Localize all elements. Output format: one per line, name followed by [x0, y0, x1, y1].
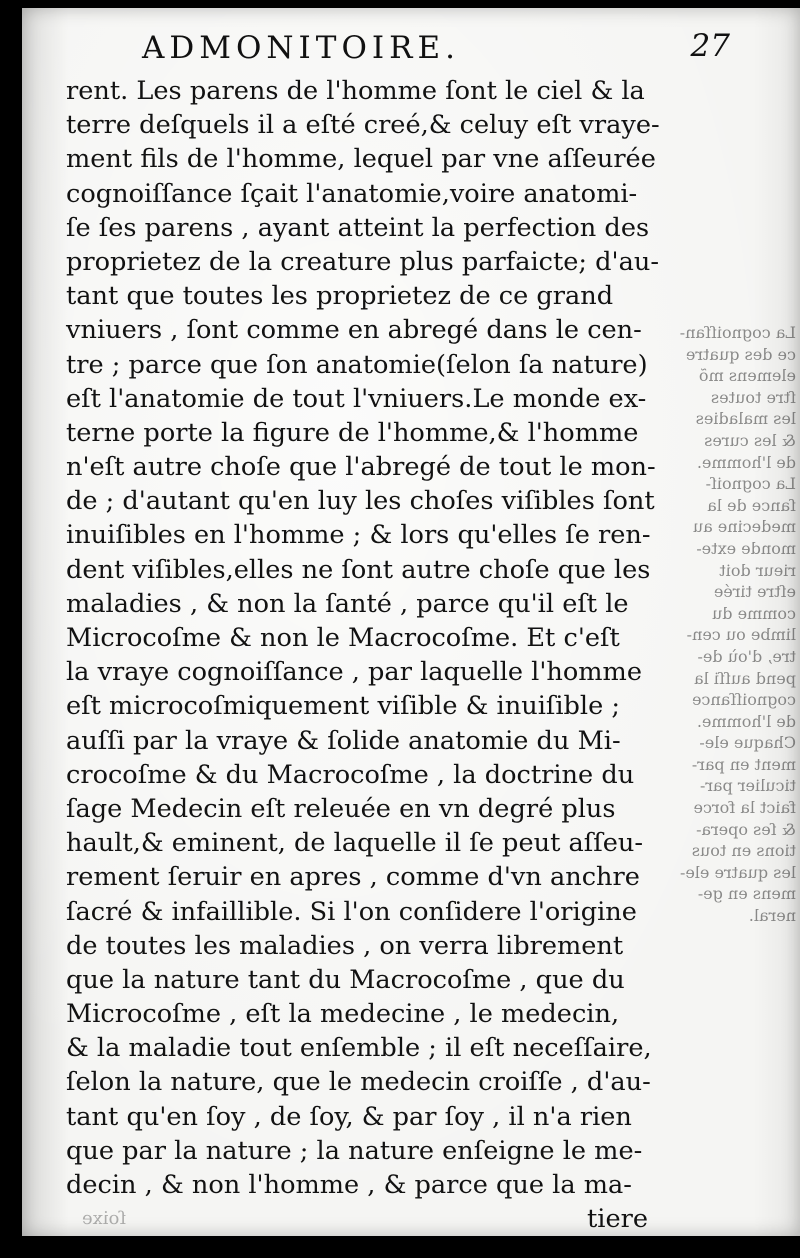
book-page	[22, 8, 800, 1236]
margin-note-line: eſtre tirée	[713, 582, 796, 602]
text-line: & la maladie tout enſemble ; il eſt neceſſaire,	[66, 1033, 652, 1064]
margin-note-line: elemens mõ	[698, 366, 796, 386]
margin-note-line: de l'homme.	[696, 452, 796, 472]
text-line: Microcoſme & non le Macrocoſme. Et c'eſt	[66, 623, 620, 653]
text-line: terne porte la figure de l'homme,& l'homme	[66, 417, 639, 448]
text-line: que par la nature ; la nature enſeigne le me-	[66, 1135, 643, 1166]
text-line: tant que toutes les proprietez de ce grand	[66, 281, 614, 312]
margin-note-line: cognoiſſance	[691, 690, 796, 710]
text-line: la vraye cognoiſſance , par laquelle l'homme	[66, 657, 642, 688]
show-through-footer: ſoixe	[82, 1208, 127, 1229]
text-line: ſacré & infaillible. Si l'on conſidere l'origine	[66, 896, 637, 927]
margin-note-line: & les cures	[704, 430, 796, 450]
margin-note-line: mens en ge-	[697, 884, 796, 904]
running-title: ADMONITOIRE.	[142, 30, 460, 66]
margin-note-line: ſtre toutes	[710, 387, 796, 407]
text-line: eſt l'anatomie de tout l'vniuers.Le monde ex-	[66, 383, 647, 414]
margin-note-line: Chaque ele-	[699, 733, 796, 753]
text-line: rent. Les parens de l'homme ſont le ciel & la	[66, 76, 645, 106]
margin-note-line: ce des quatre	[685, 344, 796, 364]
text-line: cognoiſſance ſçait l'anatomie,voire anatomi-	[66, 178, 638, 209]
margin-note-line: ticulier par-	[699, 776, 796, 796]
margin-note-line: les quatre ele-	[679, 862, 796, 882]
text-line: tant qu'en ſoy , de ſoy, & par ſoy , il n'a rien	[66, 1101, 632, 1132]
margin-note-line: & ſes opera-	[696, 819, 796, 839]
margin-note-line: La cognoiſ-	[705, 474, 796, 494]
margin-note-line: rieur doit	[719, 560, 796, 580]
catchword: tiere	[587, 1204, 648, 1235]
margin-note-line: faict la force	[693, 798, 796, 818]
text-line: de ; d'autant qu'en luy les choſes viſibles ſont	[66, 486, 655, 517]
margin-note-line: monde exte-	[696, 538, 796, 558]
margin-note-line: La cognoiſſan-	[679, 323, 796, 342]
text-line: inuiſibles en l'homme ; & lors qu'elles ſe ren-	[66, 520, 651, 551]
text-line: ment fils de l'homme, lequel par vne aſſeurée	[66, 144, 656, 175]
margin-note-line: les maladies	[695, 409, 796, 429]
text-line: decin , & non l'homme , & parce que la ma-	[66, 1170, 632, 1200]
margin-note-line: tions en tous	[691, 841, 796, 861]
page-number: 27	[690, 28, 730, 64]
show-through-margin-note	[646, 322, 796, 927]
margin-note-line: ſance de la	[707, 495, 796, 515]
text-line: ſe ſes parens , ayant atteint la perfection des	[66, 212, 650, 243]
margin-note-line: ment en par-	[691, 754, 796, 774]
text-line: Microcoſme , eſt la medecine , le medecin,	[66, 999, 620, 1030]
text-line: n'eſt autre choſe que l'abregé de tout le mon-	[66, 452, 656, 483]
text-line: crocoſme & du Macrocoſme , la doctrine du	[66, 759, 635, 790]
margin-note-line: medecine au	[692, 517, 796, 537]
margin-note-line: limbe ou cen-	[686, 625, 796, 645]
text-line: proprietez de la creature plus parfaicte; d'au-	[66, 246, 659, 277]
text-line: terre deſquels il a eſté creé,& celuy eſt vraye-	[66, 110, 660, 141]
text-line: de toutes les maladies , on verra librement	[66, 930, 624, 961]
text-line: vniuers , ſont comme en abregé dans le cen-	[66, 315, 642, 346]
margin-note-line: tre, d'où de-	[697, 646, 796, 666]
page-header	[142, 28, 730, 70]
text-line: hault,& eminent, de laquelle il ſe peut aſſeu-	[66, 828, 643, 859]
margin-note-line: de l'homme.	[696, 711, 796, 731]
text-line: rement ſeruir en apres , comme d'vn anchre	[66, 862, 640, 893]
text-line: eſt microcoſmiquement viſible & inuiſible ;	[66, 691, 621, 722]
margin-note-line: comme du	[711, 603, 796, 623]
body-text-block	[66, 74, 660, 1236]
margin-note-line: neral.	[748, 906, 796, 926]
text-line: ſelon la nature, que le medecin croiſſe , d'au-	[66, 1067, 651, 1098]
text-line: que la nature tant du Macrocoſme , que du	[66, 964, 625, 995]
text-line: auſſi par la vraye & ſolide anatomie du Mi-	[66, 725, 621, 756]
text-line: tre ; parce que ſon anatomie(ſelon ſa nature)	[66, 349, 648, 380]
text-line: ſage Medecin eſt releuée en vn degré plus	[66, 793, 616, 824]
margin-note-line: pend auſſi la	[694, 668, 796, 688]
text-line: maladies , & non la ſanté , parce qu'il eſt le	[66, 588, 629, 619]
text-line: dent viſibles,elles ne ſont autre choſe que les	[66, 554, 651, 585]
